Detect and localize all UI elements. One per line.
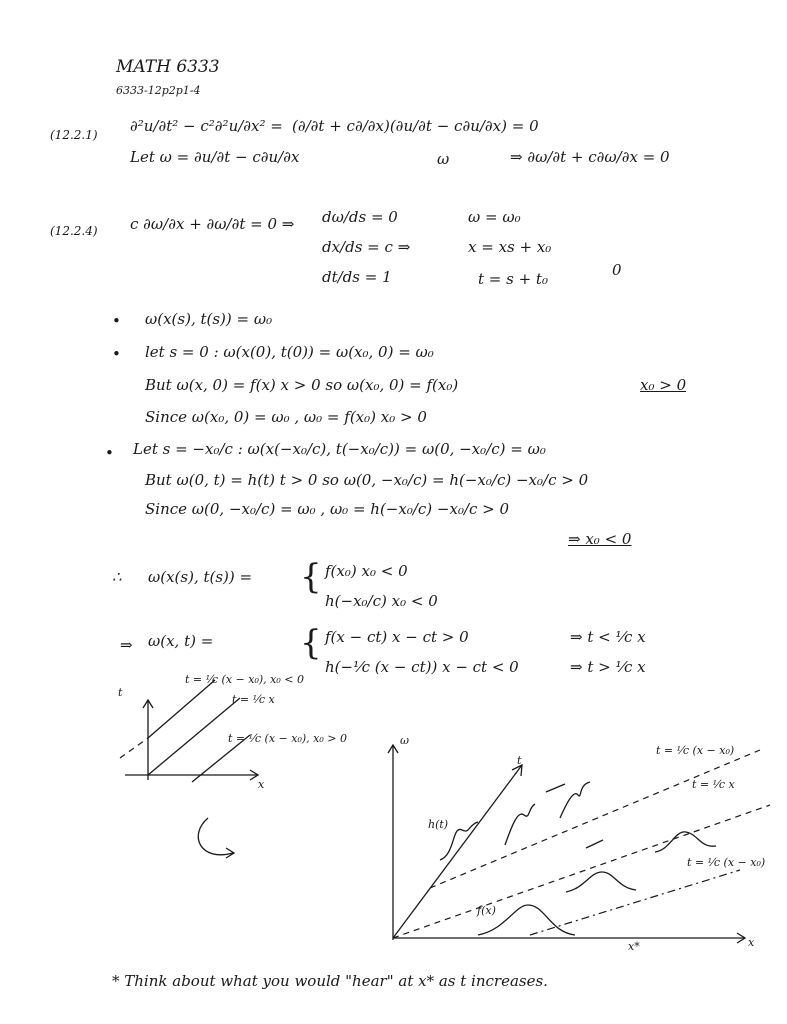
sol-row-omega: ω = ω₀ <box>468 208 521 226</box>
bump-2 <box>566 872 636 892</box>
curved-arrow-head <box>226 848 234 858</box>
omega-label: ω <box>400 734 409 747</box>
final-case2: h(−¹⁄c (x − ct)) x − ct < 0 <box>325 658 519 676</box>
line-low <box>530 870 740 935</box>
course-title: MATH 6333 <box>116 57 220 77</box>
ode-row-x: dx/ds = c ⇒ <box>322 238 411 256</box>
eq-tag-1224: (12.2.4) <box>50 224 98 238</box>
f-label: f(x) <box>477 904 496 917</box>
bullet-2-cond: x₀ > 0 <box>640 376 687 394</box>
line-low-label: t = ¹⁄c (x − x₀) <box>687 856 766 869</box>
t-label: t <box>517 754 522 767</box>
eq-1221-omega-note: ω <box>437 150 450 168</box>
h-label: h(t) <box>428 818 449 831</box>
small-graph <box>118 673 347 858</box>
bullet-2-line2: But ω(x, 0) = f(x) x > 0 so ω(x₀, 0) = f(x₀) <box>145 376 459 394</box>
final-case2-implies: ⇒ t > ¹⁄c x <box>570 658 646 676</box>
bullet-dot: • <box>105 444 114 462</box>
bullet-dot: • <box>112 345 121 363</box>
final-case1-implies: ⇒ t < ¹⁄c x <box>570 628 646 646</box>
eq-1224-pde: c ∂ω/∂x + ∂ω/∂t = 0 ⇒ <box>130 215 295 233</box>
bullet-2-line3: Since ω(x₀, 0) = ω₀ , ω₀ = f(x₀) x₀ > 0 <box>145 408 427 426</box>
bullet-2-line1: let s = 0 : ω(x(0), t(0)) = ω(x₀, 0) = ω₀ <box>145 343 434 361</box>
line-mid-label: t = ¹⁄c x <box>692 778 735 791</box>
bullet-3-line3: Since ω(0, −x₀/c) = ω₀ , ω₀ = h(−x₀/c) −x₀/c > 0 <box>145 500 510 518</box>
eq-tag-1221: (12.2.1) <box>50 128 98 142</box>
small-line-mid-label: t = ¹⁄c x <box>232 693 275 706</box>
eq-1221-rhs: (∂/∂t + c∂/∂x)(∂u/∂t − c∂u/∂x) = 0 <box>292 117 539 135</box>
sol-row-x: x = xs + x₀ <box>468 238 552 256</box>
therefore-case2: h(−x₀/c) x₀ < 0 <box>325 592 438 610</box>
final-prefix: ⇒ <box>120 636 133 654</box>
footer-note: * Think about what you would "hear" at x* as t increases. <box>112 972 548 990</box>
line-top-label: t = ¹⁄c (x − x₀) <box>656 744 735 757</box>
bullet-3-line1: Let s = −x₀/c : ω(x(−x₀/c), t(−x₀/c)) = ω(0, −x₀/c) = ω₀ <box>133 440 546 458</box>
small-line-lower-label: t = ¹⁄c (x − x₀), x₀ > 0 <box>228 732 347 745</box>
wave-1 <box>505 804 535 845</box>
course-subtitle: 6333-12p2p1-4 <box>116 84 201 97</box>
final-lhs: ω(x, t) = <box>148 632 214 650</box>
x-label: x <box>748 936 755 949</box>
small-line-mid <box>148 698 240 775</box>
small-line-upper <box>148 680 215 738</box>
line-mid <box>393 805 770 938</box>
t0-zero-note: 0 <box>612 261 622 279</box>
small-t-label: t <box>118 686 123 699</box>
eq-1221-lhs: ∂²u/∂t² − c²∂²u/∂x² = <box>130 117 283 135</box>
arrow-1 <box>546 784 565 792</box>
brace-left: { <box>300 557 322 597</box>
arrow-2 <box>586 840 603 848</box>
bullet-3-line2: But ω(0, t) = h(t) t > 0 so ω(0, −x₀/c) = h(−x₀/c) −x₀/c > 0 <box>145 471 589 489</box>
ode-row-t: dt/ds = 1 <box>322 268 392 286</box>
eq-1221-implies: ⇒ ∂ω/∂t + c∂ω/∂x = 0 <box>510 148 670 166</box>
bullet-3-line4: ⇒ x₀ < 0 <box>568 530 632 548</box>
therefore-case1: f(x₀) x₀ < 0 <box>325 562 408 580</box>
xstar-label: x* <box>628 940 640 953</box>
bullet-1-line1: ω(x(s), t(s)) = ω₀ <box>145 310 273 328</box>
ode-row-omega: dω/ds = 0 <box>322 208 398 226</box>
small-line-upper-ext <box>120 738 148 758</box>
therefore-lhs: ω(x(s), t(s)) = <box>148 568 253 586</box>
small-x-label: x <box>258 778 265 791</box>
t-axis <box>393 765 522 938</box>
eq-1221-let: Let ω = ∂u/∂t − c∂u/∂x <box>130 148 300 166</box>
wave-2 <box>560 782 590 818</box>
small-line-upper-label: t = ¹⁄c (x − x₀), x₀ < 0 <box>185 673 304 686</box>
brace-left: { <box>300 623 322 663</box>
final-case1: f(x − ct) x − ct > 0 <box>325 628 469 646</box>
bullet-dot: • <box>112 312 121 330</box>
therefore-symbol: ∴ <box>112 568 122 586</box>
big-graph <box>388 734 770 953</box>
sol-row-t: t = s + t₀ <box>478 270 548 288</box>
